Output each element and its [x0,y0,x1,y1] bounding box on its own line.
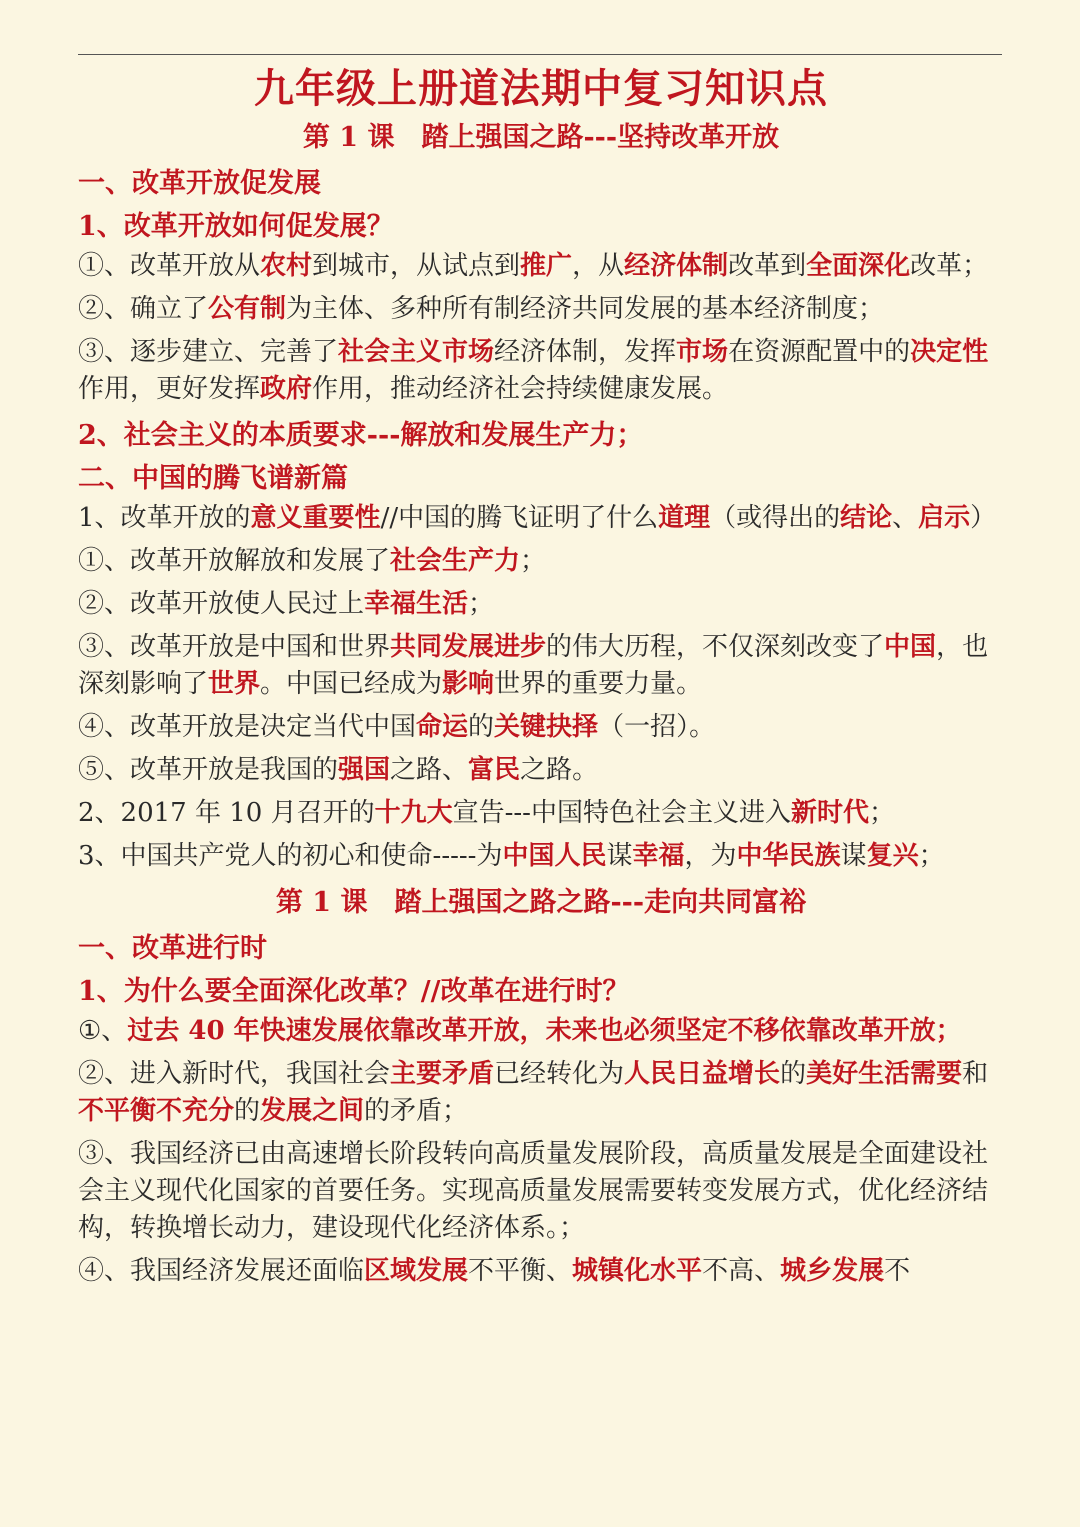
highlight-text: 经济体制 [624,251,729,281]
highlight-text: 推广 [520,251,573,281]
content-blocks [78,162,1004,1290]
lesson2-title: 第 1 课 踏上强国之路之路---走向共同富裕 [275,887,807,918]
highlight-text: 道理 [658,503,711,533]
text-run: 二、中国的腾飞谱新篇 [78,463,348,494]
highlight-text: 发展之间 [260,1096,365,1126]
highlight-text: 幸福生活 [364,589,469,619]
section-heading [78,414,1004,457]
text-run: ，也深刻影响了 [78,632,989,699]
text-run: 经济体制，发挥 [494,337,677,367]
text-run: 的 [468,712,495,742]
text-run: 不高、 [702,1256,781,1286]
text-run: 1、改革开放如何促发展？ [78,211,394,242]
highlight-text: 共同发展进步 [390,632,547,662]
paragraph [78,1013,1004,1050]
text-run: 2、社会主义的本质要求---解放和发展生产力； [78,420,644,451]
highlight-text: 全面深化 [806,251,911,281]
text-run: 之路、 [390,755,469,785]
highlight-text: 富民 [468,755,521,785]
text-run: ②、确立了 [78,294,209,324]
text-run: 不平衡、 [468,1256,573,1286]
text-run: 宣告---中国特色社会主义进入 [452,798,791,828]
highlight-text: 启示 [918,503,971,533]
highlight-text: 社会主义市场 [338,337,495,367]
section-heading [78,457,1004,500]
text-run: 3、中国共产党人的初心和使命-----为 [78,841,503,871]
section-heading [78,162,1004,205]
text-run: ②、进入新时代，我国社会 [78,1059,391,1089]
text-run: 一、改革进行时 [78,933,267,964]
highlight-text: 区域发展 [364,1256,469,1286]
highlight-text: 城乡发展 [780,1256,885,1286]
text-run: 1、改革开放的 [78,503,251,533]
text-run: 作用，更好发挥 [78,374,261,404]
section-heading [78,970,1004,1013]
highlight-text: 政府 [260,374,313,404]
highlight-text: 公有制 [208,294,287,324]
highlight-text: 新时代 [790,798,869,828]
text-run: ①、 [78,1016,128,1046]
highlight-text: 复兴 [866,841,919,871]
paragraph [78,586,1004,623]
text-run: 的伟大历程，不仅深刻改变了 [546,632,885,662]
text-run: 改革； [910,251,989,281]
paragraph [78,795,1004,832]
paragraph [78,752,1004,789]
text-run: ） [970,503,997,533]
highlight-text: 命运 [416,712,469,742]
text-run: ④、我国经济发展还面临 [78,1256,365,1286]
top-rule [78,54,1002,55]
section-heading [78,927,1004,970]
highlight-text: 影响 [442,669,495,699]
text-run: 和 [962,1059,989,1089]
text-run: （一招）。 [598,712,716,742]
highlight-text: 城镇化水平 [572,1256,703,1286]
text-run: 1、为什么要全面深化改革？//改革在进行时？ [78,976,630,1007]
highlight-text: 世界 [208,669,261,699]
paragraph [78,543,1004,580]
paragraph [78,334,1004,408]
lesson1-title: 第 1 课 踏上强国之路---坚持改革开放 [302,122,780,153]
paragraph [78,1056,1004,1130]
text-run: （或得出的 [710,503,841,533]
text-run: ③、逐步建立、完善了 [78,337,339,367]
text-run: ； [520,546,547,576]
highlight-text: 中国 [884,632,937,662]
highlight-text: 十九大 [374,798,453,828]
text-run: 改革到 [728,251,807,281]
paragraph [78,629,1004,703]
text-run: //中国的腾飞证明了什么 [380,503,659,533]
highlight-text: 强国 [338,755,391,785]
highlight-text: 过去 40 年快速发展依靠改革开放，未来也必须坚定不移依靠改革开放； [127,1016,962,1046]
text-run: 不 [884,1256,911,1286]
text-run: 。中国已经成为 [260,669,443,699]
highlight-text: 幸福 [632,841,685,871]
paragraph [78,1253,1004,1290]
section-heading [78,205,1004,248]
text-run: ； [918,841,945,871]
highlight-text: 关键抉择 [494,712,599,742]
text-run: ①、改革开放解放和发展了 [78,546,391,576]
text-run: ④、改革开放是决定当代中国 [78,712,417,742]
text-run: 谋 [840,841,867,871]
text-run: ，为 [684,841,737,871]
text-run: 2、2017 年 10 月召开的 [78,798,375,828]
paragraph [78,838,1004,875]
paragraph [78,291,1004,328]
document-body [78,60,1004,1296]
doc-title: 九年级上册道法期中复习知识点 [254,65,828,112]
text-run: ⑤、改革开放是我国的 [78,755,339,785]
highlight-text: 社会生产力 [390,546,521,576]
text-run: ②、改革开放使人民过上 [78,589,365,619]
highlight-text: 意义重要性 [250,503,381,533]
text-run: ①、改革开放从 [78,251,261,281]
text-run: ； [468,589,495,619]
paragraph [78,500,1004,537]
text-run: 作用，推动经济社会持续健康发展。 [312,374,729,404]
text-run: 的 [780,1059,807,1089]
highlight-text: 结论 [840,503,893,533]
highlight-text: 主要矛盾 [390,1059,495,1089]
paragraph [78,709,1004,746]
highlight-text: 美好生活需要 [806,1059,963,1089]
text-run: ③、改革开放是中国和世界 [78,632,391,662]
text-run: ； [868,798,895,828]
text-run: 的矛盾； [364,1096,469,1126]
paragraph [78,248,1004,285]
text-run: ，从 [572,251,625,281]
highlight-text: 中华民族 [736,841,841,871]
text-run: 为主体、多种所有制经济共同发展的基本经济制度； [286,294,885,324]
text-run: 、 [892,503,919,533]
text-run: 的 [234,1096,261,1126]
text-run: 世界的重要力量。 [494,669,703,699]
text-run: 一、改革开放促发展 [78,168,321,199]
highlight-text: 决定性 [910,337,989,367]
text-run: 已经转化为 [494,1059,625,1089]
text-run: 到城市，从试点到 [312,251,521,281]
highlight-text: 人民日益增长 [624,1059,781,1089]
text-run: ③、我国经济已由高速增长阶段转向高质量发展阶段，高质量发展是全面建设社会主义现代化国家的首要任务。实现高质量发展需要转变发展方式，优化经济结构，转换增长动力，建设现代化经济体系。； [78,1139,989,1243]
highlight-text: 中国人民 [502,841,607,871]
highlight-text: 农村 [260,251,313,281]
text-run: 之路。 [520,755,599,785]
highlight-text: 不平衡不充分 [78,1096,235,1126]
text-run: 谋 [606,841,633,871]
paragraph [78,1136,1004,1247]
highlight-text: 市场 [676,337,729,367]
text-run: 在资源配置中的 [728,337,911,367]
